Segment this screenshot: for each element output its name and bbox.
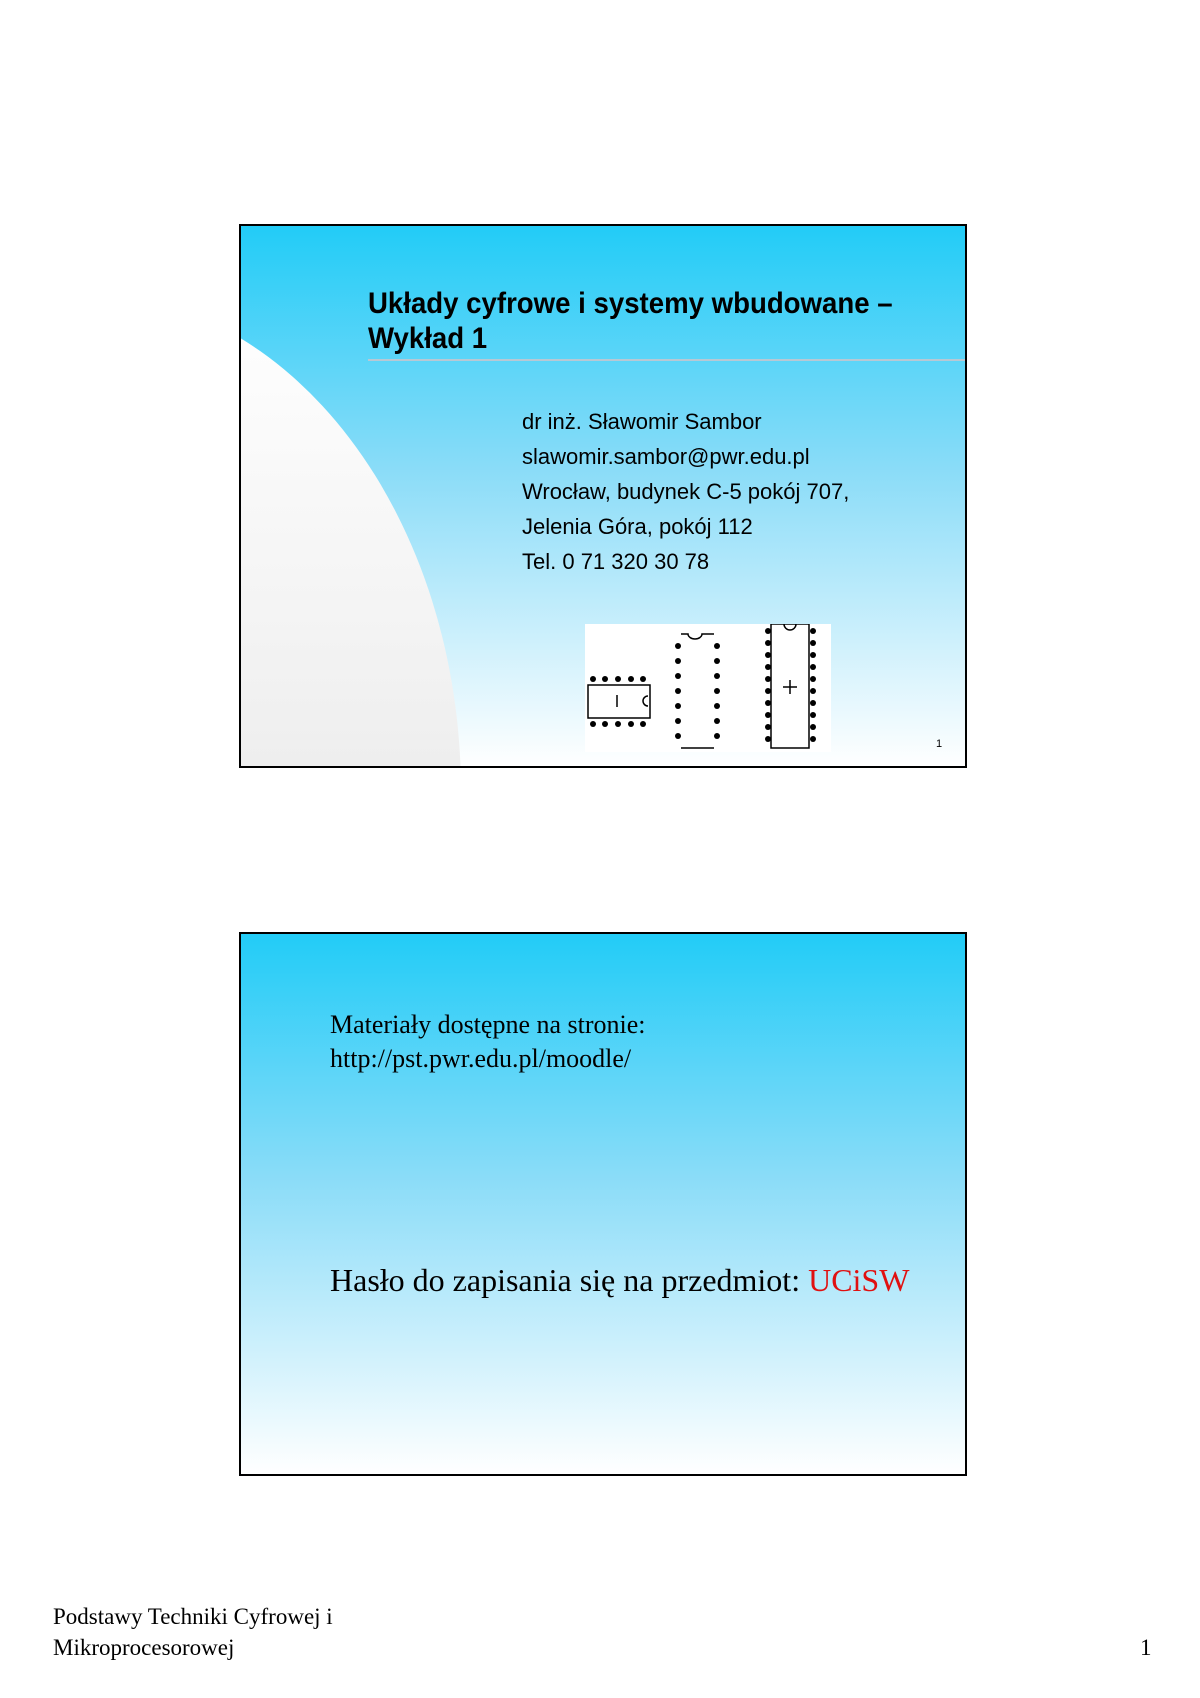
materials-label: Materiały dostępne na stronie: bbox=[330, 1010, 646, 1039]
contact-name: dr inż. Sławomir Sambor bbox=[522, 409, 762, 434]
footer-course-title bbox=[53, 1601, 333, 1663]
page-number: 1 bbox=[1140, 1635, 1152, 1660]
title-divider bbox=[368, 359, 967, 361]
contact-phone: Tel. 0 71 320 30 78 bbox=[522, 549, 710, 574]
slide-number: 1 bbox=[936, 738, 943, 750]
footer-line-2: Mikroprocesorowej bbox=[53, 1635, 235, 1660]
slide-2 bbox=[239, 932, 967, 1476]
footer-line-1: Podstawy Techniki Cyfrowej i bbox=[53, 1604, 333, 1629]
contact-office-wroclaw: Wrocław, budynek C-5 pokój 707, bbox=[522, 479, 850, 504]
slide-title: Układy cyfrowe i systemy wbudowane – Wykład 1 bbox=[368, 287, 893, 355]
decorative-arc bbox=[239, 292, 461, 768]
materials-url: http://pst.pwr.edu.pl/moodle/ bbox=[330, 1044, 632, 1073]
password-label: Hasło do zapisania się na przedmiot: bbox=[330, 1262, 809, 1298]
contact-email: slawomir.sambor@pwr.edu.pl bbox=[522, 444, 810, 469]
materials-info bbox=[330, 1008, 646, 1076]
password-value: UCiSW bbox=[808, 1262, 910, 1298]
contact-office-jelenia-gora: Jelenia Góra, pokój 112 bbox=[522, 514, 753, 539]
slide-1 bbox=[239, 224, 967, 768]
integrated-circuits-icon bbox=[585, 624, 831, 752]
enrollment-password bbox=[330, 1260, 909, 1300]
contact-info bbox=[522, 404, 849, 579]
